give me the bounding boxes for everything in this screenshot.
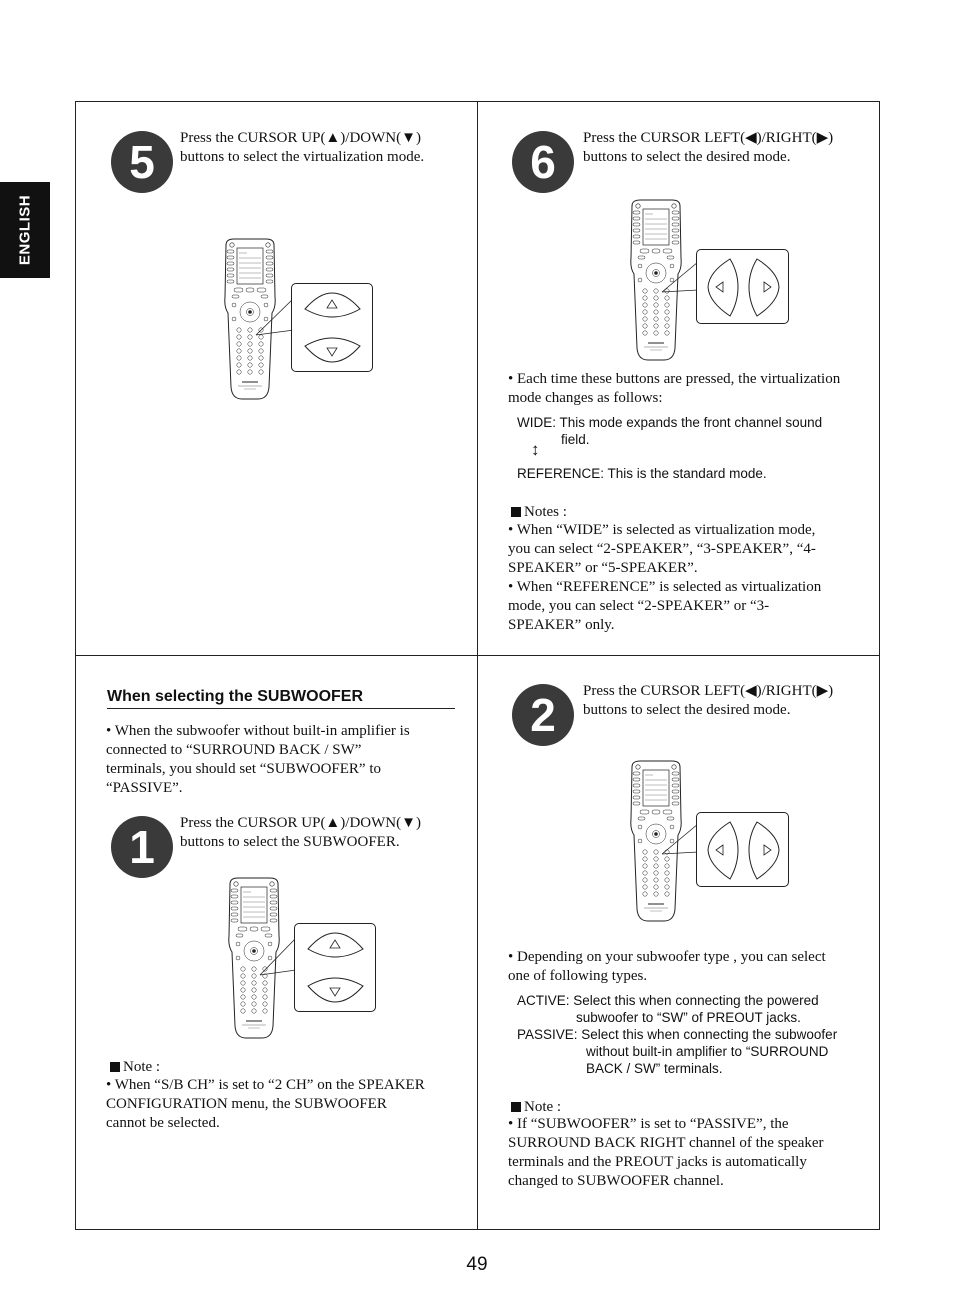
reference-mode-description: REFERENCE: This is the standard mode. bbox=[517, 466, 767, 481]
step-2-bullet: • Depending on your subwoofer type , you can select one of following types. bbox=[508, 949, 826, 984]
cursor-up-icon bbox=[305, 293, 360, 317]
step-5-badge: 5 bbox=[111, 131, 173, 193]
step-2-badge: 2 bbox=[512, 684, 574, 746]
cursor-right-icon bbox=[749, 822, 779, 879]
cursor-up-down-panel bbox=[294, 923, 376, 1012]
step-1-instruction: Press the CURSOR UP(▲)/DOWN(▼) buttons to select the SUBWOOFER. bbox=[180, 815, 421, 850]
cursor-left-icon bbox=[708, 259, 738, 316]
language-tab-label: ENGLISH bbox=[16, 194, 34, 266]
step-6-notes-label: Notes : bbox=[511, 503, 567, 522]
cursor-up-down-panel bbox=[291, 283, 373, 372]
cursor-up-icon bbox=[308, 933, 363, 957]
callout-line bbox=[660, 250, 700, 300]
callout-line bbox=[660, 812, 700, 862]
subwoofer-note-label: Note : bbox=[110, 1058, 160, 1077]
step-1-badge: 1 bbox=[111, 816, 173, 878]
cursor-left-right-panel bbox=[696, 249, 789, 324]
subwoofer-intro: • When the subwoofer without built-in amplifier is connected to “SURROUND BACK / SW” terminals, you should set “SUBWOOFER” to “PASSIVE”. bbox=[106, 723, 410, 796]
step-5-instruction: Press the CURSOR UP(▲)/DOWN(▼) buttons to select the virtualization mode. bbox=[180, 130, 425, 165]
page-number: 49 bbox=[466, 1254, 488, 1275]
subwoofer-note: • When “S/B CH” is set to “2 CH” on the SPEAKER CONFIGURATION menu, the SUBWOOFER cannot be selected. bbox=[106, 1077, 425, 1131]
cursor-left-icon bbox=[708, 822, 738, 879]
cursor-right-icon bbox=[749, 259, 779, 316]
row-divider bbox=[75, 655, 880, 656]
step-2-note: • If “SUBWOOFER” is set to “PASSIVE”, the SURROUND BACK RIGHT channel of the speaker terminals and the PREOUT jacks is automatically changed to SUBWOOFER channel. bbox=[508, 1116, 824, 1189]
cursor-left-right-panel bbox=[696, 812, 789, 887]
column-divider bbox=[477, 101, 478, 1230]
step-2-note-label: Note : bbox=[511, 1098, 561, 1117]
active-type-description: ACTIVE: Select this when connecting the powered subwoofer to “SW” of PREOUT jacks. bbox=[517, 993, 819, 1025]
subwoofer-section-heading: When selecting the SUBWOOFER bbox=[107, 686, 455, 709]
step-6-badge: 6 bbox=[512, 131, 574, 193]
language-tab bbox=[0, 182, 50, 278]
step-6-bullet: • Each time these buttons are pressed, the virtualization mode changes as follows: bbox=[508, 371, 841, 406]
cursor-down-icon bbox=[308, 978, 363, 1002]
mode-toggle-arrow: ↕ bbox=[531, 440, 540, 459]
step-6-note-1: • When “WIDE” is selected as virtualization mode, you can select “2-SPEAKER”, “3-SPEAKER”, “4- SPEAKER” or “5-SPEAKER”. bbox=[508, 522, 816, 576]
step-6-note-2: • When “REFERENCE” is selected as virtualization mode, you can select “2-SPEAKER” or “3- SPEAKER” only. bbox=[508, 579, 822, 633]
cursor-down-icon bbox=[305, 338, 360, 362]
wide-mode-description: WIDE: This mode expands the front channel sound field. bbox=[517, 415, 823, 447]
passive-type-description: PASSIVE: Select this when connecting the subwoofer without built-in amplifier to “SURROUND BACK / SW” terminals. bbox=[517, 1027, 838, 1076]
step-6-instruction: Press the CURSOR LEFT(◀)/RIGHT(▶) buttons to select the desired mode. bbox=[583, 130, 834, 165]
step-2-instruction: Press the CURSOR LEFT(◀)/RIGHT(▶) buttons to select the desired mode. bbox=[583, 683, 834, 718]
